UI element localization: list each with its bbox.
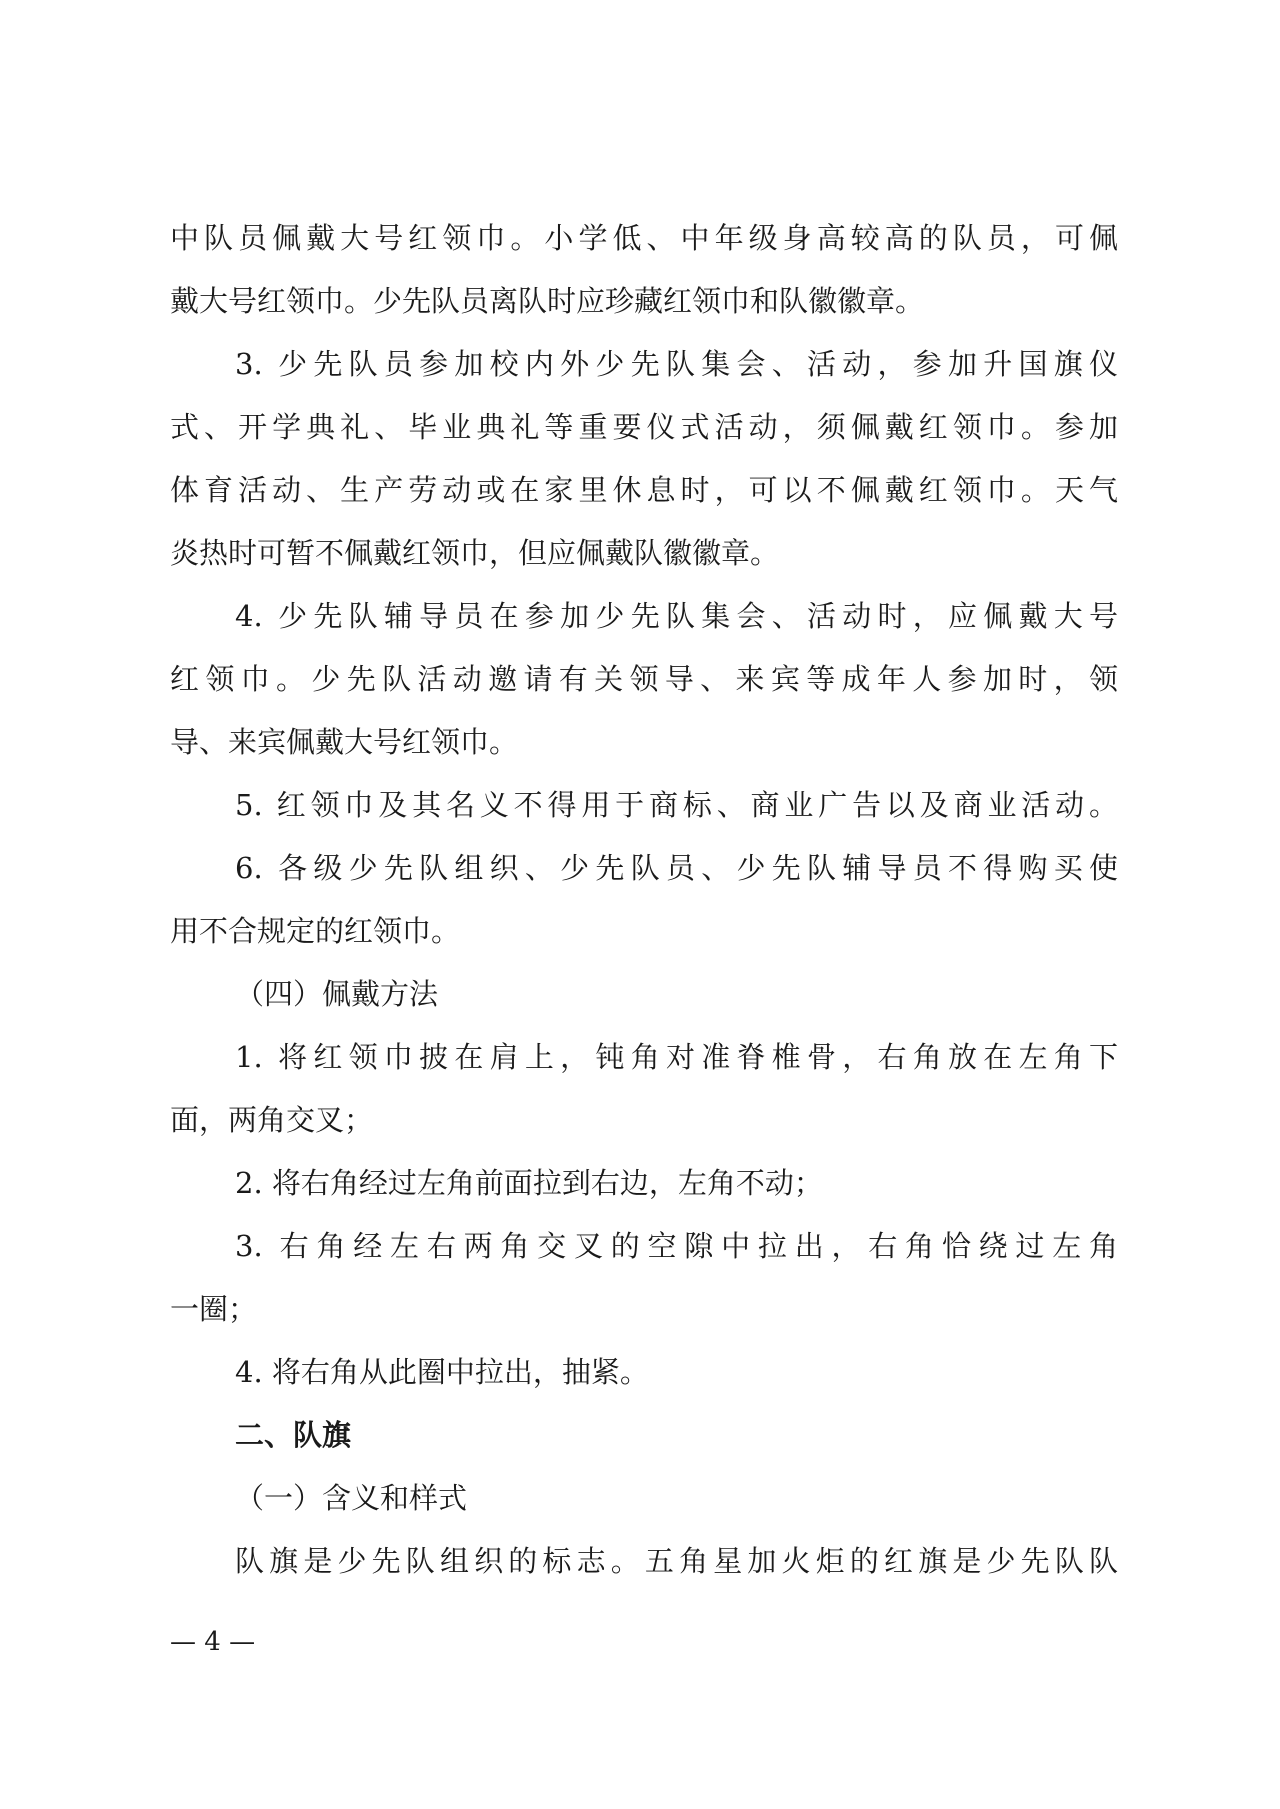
body-text-line: 导、来宾佩戴大号红领巾。 bbox=[170, 725, 519, 759]
paragraph-item-5: 5. 红领巾及其名义不得用于商标、商业广告以及商业活动。 bbox=[235, 788, 1118, 822]
section-heading-wearing-method: （四）佩戴方法 bbox=[235, 977, 439, 1011]
step-1: 1. 将红领巾披在肩上，钝角对准脊椎骨，右角放在左角下 bbox=[235, 1040, 1118, 1074]
section-heading-meaning-and-style: （一）含义和样式 bbox=[235, 1481, 468, 1515]
body-text-line: 队旗是少先队组织的标志。五角星加火炬的红旗是少先队队 bbox=[235, 1544, 1118, 1578]
page-number: — 4 — bbox=[170, 1627, 256, 1657]
body-text-line: 红领巾。少先队活动邀请有关领导、来宾等成年人参加时，领 bbox=[170, 662, 1118, 696]
chapter-heading-team-flag: 二、队旗 bbox=[235, 1418, 352, 1452]
step-4: 4. 将右角从此圈中拉出，抽紧。 bbox=[235, 1355, 649, 1389]
body-text-line: 一圈； bbox=[170, 1292, 258, 1326]
body-text-line: 面，两角交叉； bbox=[170, 1103, 374, 1137]
paragraph-item-3: 3. 少先队员参加校内外少先队集会、活动，参加升国旗仪 bbox=[235, 347, 1118, 381]
paragraph-item-4: 4. 少先队辅导员在参加少先队集会、活动时，应佩戴大号 bbox=[235, 599, 1118, 633]
step-3: 3. 右角经左右两角交叉的空隙中拉出，右角恰绕过左角 bbox=[235, 1229, 1118, 1263]
body-text-line: 式、开学典礼、毕业典礼等重要仪式活动，须佩戴红领巾。参加 bbox=[170, 410, 1118, 444]
paragraph-item-6: 6. 各级少先队组织、少先队员、少先队辅导员不得购买使 bbox=[235, 851, 1118, 885]
body-text-line: 中队员佩戴大号红领巾。小学低、中年级身高较高的队员，可佩 bbox=[170, 221, 1118, 255]
body-text-line: 用不合规定的红领巾。 bbox=[170, 914, 461, 948]
body-text-line: 炎热时可暂不佩戴红领巾，但应佩戴队徽徽章。 bbox=[170, 536, 780, 570]
body-text-line: 戴大号红领巾。少先队员离队时应珍藏红领巾和队徽徽章。 bbox=[170, 284, 925, 318]
step-2: 2. 将右角经过左角前面拉到右边，左角不动； bbox=[235, 1166, 823, 1200]
body-text-line: 体育活动、生产劳动或在家里休息时，可以不佩戴红领巾。天气 bbox=[170, 473, 1118, 507]
